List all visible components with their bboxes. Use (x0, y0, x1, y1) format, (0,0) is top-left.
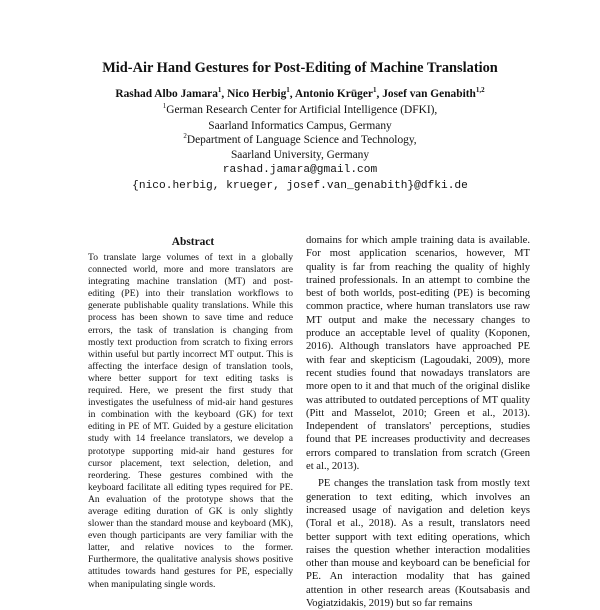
author-affiliation-mark: 1 (286, 86, 290, 95)
author-list: Rashad Albo Jamara$^1$, Nico Herbig$^1$, Antonio Krüger$^1$, Josef van Genabith$^{1,2}$ (115, 86, 485, 100)
affiliation-mark: 1 (162, 102, 167, 111)
affiliation-line (0, 149, 600, 161)
email-line: rashad.jamara@gmail.com (222, 164, 378, 176)
paper-title: Mid-Air Hand Gestures for Post-Editing of Machine Translation (102, 60, 498, 76)
email-line: {nico.herbig, krueger, josef.van_genabith}@dfki.de (132, 180, 468, 192)
author-name: Nico Herbig (227, 88, 287, 100)
abstract-heading: Abstract (171, 236, 215, 248)
body-paragraph: domains for which ample training data is available. For most application scenarios, however, MT quality is far from reaching the quality of highly trained professionals. In an attempt to combine the best of both worlds, post-editing (PE) is becoming common practice, where human translators use raw MT output and make the necessary changes to produce an acceptable level of quality (Koponen, 2016). Although translators have approached PE with fear and skepticism (Lagoudaki, 2009), more recent studies found that nowadays translators are more open to it and that much of the original dislike was attributed to outdated perceptions of MT quality (Pitt and Masselot, 2010; Green et al., 2013). Independent of translators' perceptions, studies found that PE increases productivity and decreases errors compared to translation from scratch (Green et al., 2013). (306, 235, 530, 473)
abstract-text: To translate large volumes of text in a globally connected world, more and more translators are integrating machine translation (MT) and post-editing (PE) into their translation workflows to generate publishable quality translations. While this process has been shown to save time and reduce errors, the task of translation is changing from mostly text production from scratch to fixing errors within useful but partly incorrect MT output. This is affecting the interface design of translation tools, where better support for text editing tasks is required. Here, we present the first study that investigates the usefulness of mid-air hand gestures in combination with the keyboard (GK) for text editing in PE of MT. Guided by a gesture elicitation study with 14 freelance translators, we develop a prototype supporting mid-air hand gestures for cursor placement, text selection, deletion, and reordering. These gestures combined with the keyboard facilitate all editing types required for PE. An evaluation of the prototype shows that the average editing duration of GK is only slightly slower than the standard mouse and keyboard (MK), even though participants are very familiar with the latter, and relative novices to the former. Furthermore, the qualitative analysis shows positive attitudes towards hand gestures for PE, especially when manipulating single words. (88, 252, 293, 590)
author-name: Antonio Krüger (294, 88, 373, 100)
affiliation-text: Department of Language Science and Technology, (186, 134, 417, 146)
author-name: Josef van Genabith (382, 88, 476, 100)
body-column-right (306, 234, 530, 610)
affiliation-line (0, 104, 600, 116)
author-affiliation-mark: 1 (373, 86, 377, 95)
affiliation-text: Saarland University, Germany (230, 149, 370, 161)
affiliation-text: German Research Center for Artificial Intelligence (DFKI), (166, 104, 438, 116)
affiliation-text: Saarland Informatics Campus, Germany (208, 120, 392, 132)
author-affiliation-mark: 1 (217, 86, 222, 95)
author-name: Rashad Albo Jamara (115, 88, 218, 100)
body-paragraph: PE changes the translation task from mostly text generation to text editing, which involves an increased usage of navigation and deletion keys (Toral et al., 2018). As a result, translators need better support with text editing operations, which raises the question whether interaction modalities other than mouse and keyboard can be beneficial for PE. An interaction modality that has gained attention in other research areas (Koutsabasis and Vogiatzidakis, 2019) but so far remains (306, 478, 530, 610)
author-affiliation-mark: 1,2 (475, 86, 485, 95)
affiliation-line (0, 134, 600, 146)
affiliation-mark: 2 (183, 132, 187, 141)
affiliation-line (0, 120, 600, 132)
